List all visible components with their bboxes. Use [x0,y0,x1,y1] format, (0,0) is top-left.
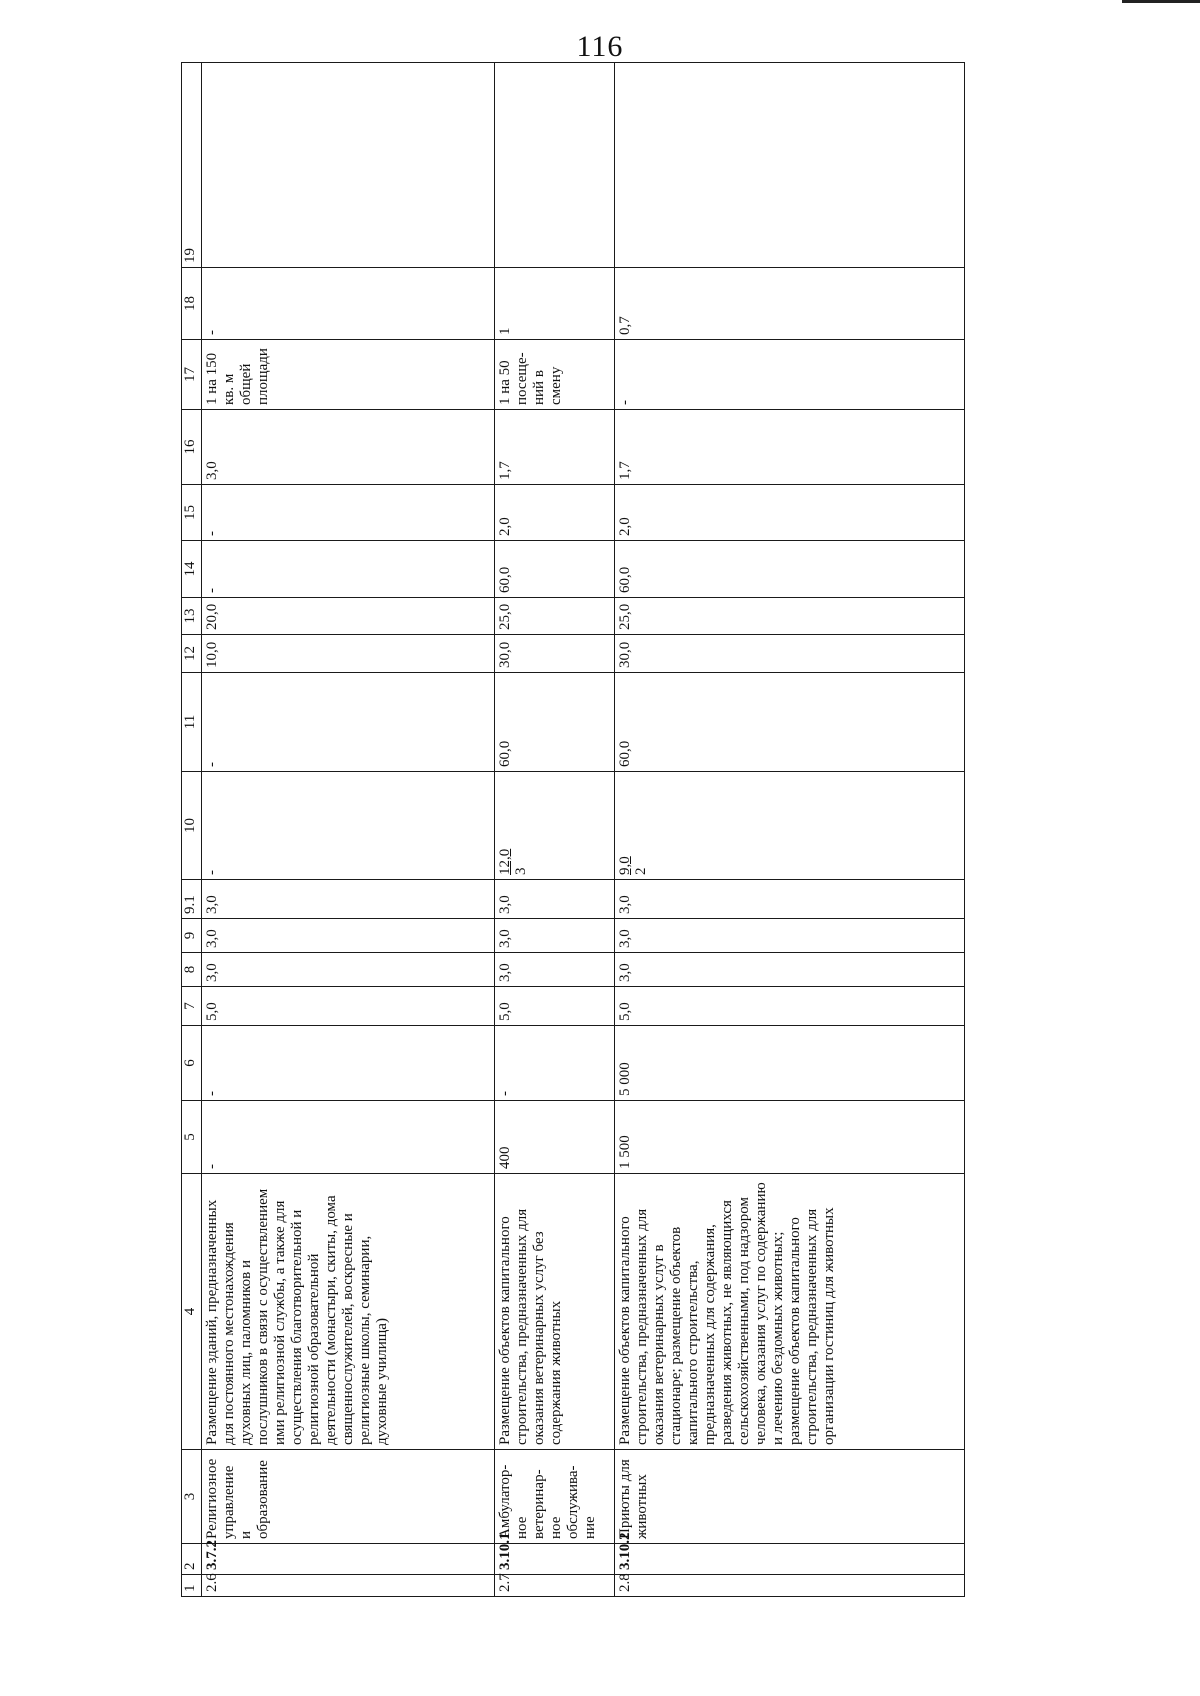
cell-col16: 1,7 [495,410,615,485]
header-cell: 6 [182,1026,202,1101]
cell-col11: - [202,673,495,772]
cell-col16: 1,7 [615,410,965,485]
vri-description: Размещение объектов капитального строительства, предназначенных для оказания ветеринарных услуг без содержания животных [495,1174,615,1450]
vri-description: Размещение объектов капитального строительства, предназначенных для оказания ветеринарных услуг в стационаре; размещение объектов капитального строительства, предназначенных для содержания, разведения животных, не являющихся сельскохозяйственными, под надзором человека, оказания услуг по содержанию и лечению бездомных животных; размещение объектов капитального строительства, предназначенных для организации гостиниц для животных [615,1174,965,1450]
vri-description: Размещение зданий, предназначенных для постоянного местонахождения духовных лиц, паломников и послушников в связи с осуществлением ими религиозной службы, а также для осуществления благотворительной и религиозной образовательной деятельности (монастыри, скиты, дома священнослужителей, воскресные и религиозные школы, семинарии, духовные училища) [202,1174,495,1450]
cell-col6: - [202,1026,495,1101]
vri-code: 3.7.2 [202,1544,495,1575]
cell-col9-1: 3,0 [202,880,495,919]
cell-col10 [202,772,495,880]
cell-col13: 20,0 [202,598,495,635]
header-cell: 3 [182,1450,202,1544]
header-cell: 2 [182,1544,202,1575]
cell-col9: 3,0 [615,919,965,953]
cell-col9-1: 3,0 [615,880,965,919]
fraction-denominator: 2 [633,867,649,875]
cell-col8: 3,0 [495,953,615,987]
vri-code: 3.10.2 [615,1544,965,1575]
cell-col5: 1 500 [615,1101,965,1174]
fraction-numerator: 9,0 [617,856,633,875]
row-number: 2.7 [495,1575,615,1597]
fraction [204,870,220,875]
cell-col14: 60,0 [615,541,965,598]
cell-col19 [495,63,615,268]
cell-col12: 30,0 [495,635,615,673]
cell-col18: 1 [495,268,615,340]
cell-col17: 1 на 150 кв. м общей площади [202,340,495,410]
header-cell: 18 [182,268,202,340]
header-cell: 10 [182,772,202,880]
cell-col15: 2,0 [615,485,965,541]
header-cell: 4 [182,1174,202,1450]
fraction-numerator: 12,0 [497,848,513,875]
cell-col17: 1 на 50 посеще-ний в смену [495,340,615,410]
cell-col16: 3,0 [202,410,495,485]
cell-col11: 60,0 [495,673,615,772]
rotated-table-container [181,113,961,1597]
table-row [615,63,965,1597]
header-cell: 9.1 [182,880,202,919]
header-cell: 19 [182,63,202,268]
cell-col13: 25,0 [615,598,965,635]
cell-col19 [615,63,965,268]
cell-col7: 5,0 [202,987,495,1026]
cell-col18: 0,7 [615,268,965,340]
header-cell: 12 [182,635,202,673]
cell-col9-1: 3,0 [495,880,615,919]
cell-col5: - [202,1101,495,1174]
fraction-denominator: 3 [513,867,529,875]
header-row [182,63,202,1597]
header-cell: 5 [182,1101,202,1174]
zoning-parameters-table [181,62,965,1597]
header-cell: 15 [182,485,202,541]
header-cell: 11 [182,673,202,772]
cell-col6: - [495,1026,615,1101]
row-number: 2.6 [202,1575,495,1597]
header-cell: 13 [182,598,202,635]
fraction-value: - [204,870,220,875]
cell-col9: 3,0 [495,919,615,953]
cell-col14: - [202,541,495,598]
cell-col10 [495,772,615,880]
cell-col7: 5,0 [495,987,615,1026]
cell-col13: 25,0 [495,598,615,635]
header-cell: 9 [182,919,202,953]
cell-col8: 3,0 [615,953,965,987]
row-number: 2.8 [615,1575,965,1597]
page-number: 116 [576,30,624,63]
vri-name: Религиозное управление и образование [202,1450,495,1544]
fraction [617,856,649,875]
cell-col15: 2,0 [495,485,615,541]
cell-col14: 60,0 [495,541,615,598]
cell-col12: 10,0 [202,635,495,673]
table-row [495,63,615,1597]
table-row [202,63,495,1597]
vri-code: 3.10.1 [495,1544,615,1575]
cell-col9: 3,0 [202,919,495,953]
vri-name: Амбулатор-ное ветеринар-ное обслужива-ние [495,1450,615,1544]
cell-col17: - [615,340,965,410]
cell-col15: - [202,485,495,541]
cell-col6: 5 000 [615,1026,965,1101]
header-cell: 8 [182,953,202,987]
header-cell: 7 [182,987,202,1026]
cell-col7: 5,0 [615,987,965,1026]
cell-col11: 60,0 [615,673,965,772]
header-cell: 14 [182,541,202,598]
cell-col5: 400 [495,1101,615,1174]
cell-col18: - [202,268,495,340]
corner-rule [1122,0,1200,3]
cell-col19 [202,63,495,268]
fraction [497,849,529,875]
header-cell: 16 [182,410,202,485]
cell-col12: 30,0 [615,635,965,673]
cell-col8: 3,0 [202,953,495,987]
header-cell: 17 [182,340,202,410]
vri-name: Приюты для животных [615,1450,965,1544]
header-cell: 1 [182,1575,202,1597]
cell-col10 [615,772,965,880]
